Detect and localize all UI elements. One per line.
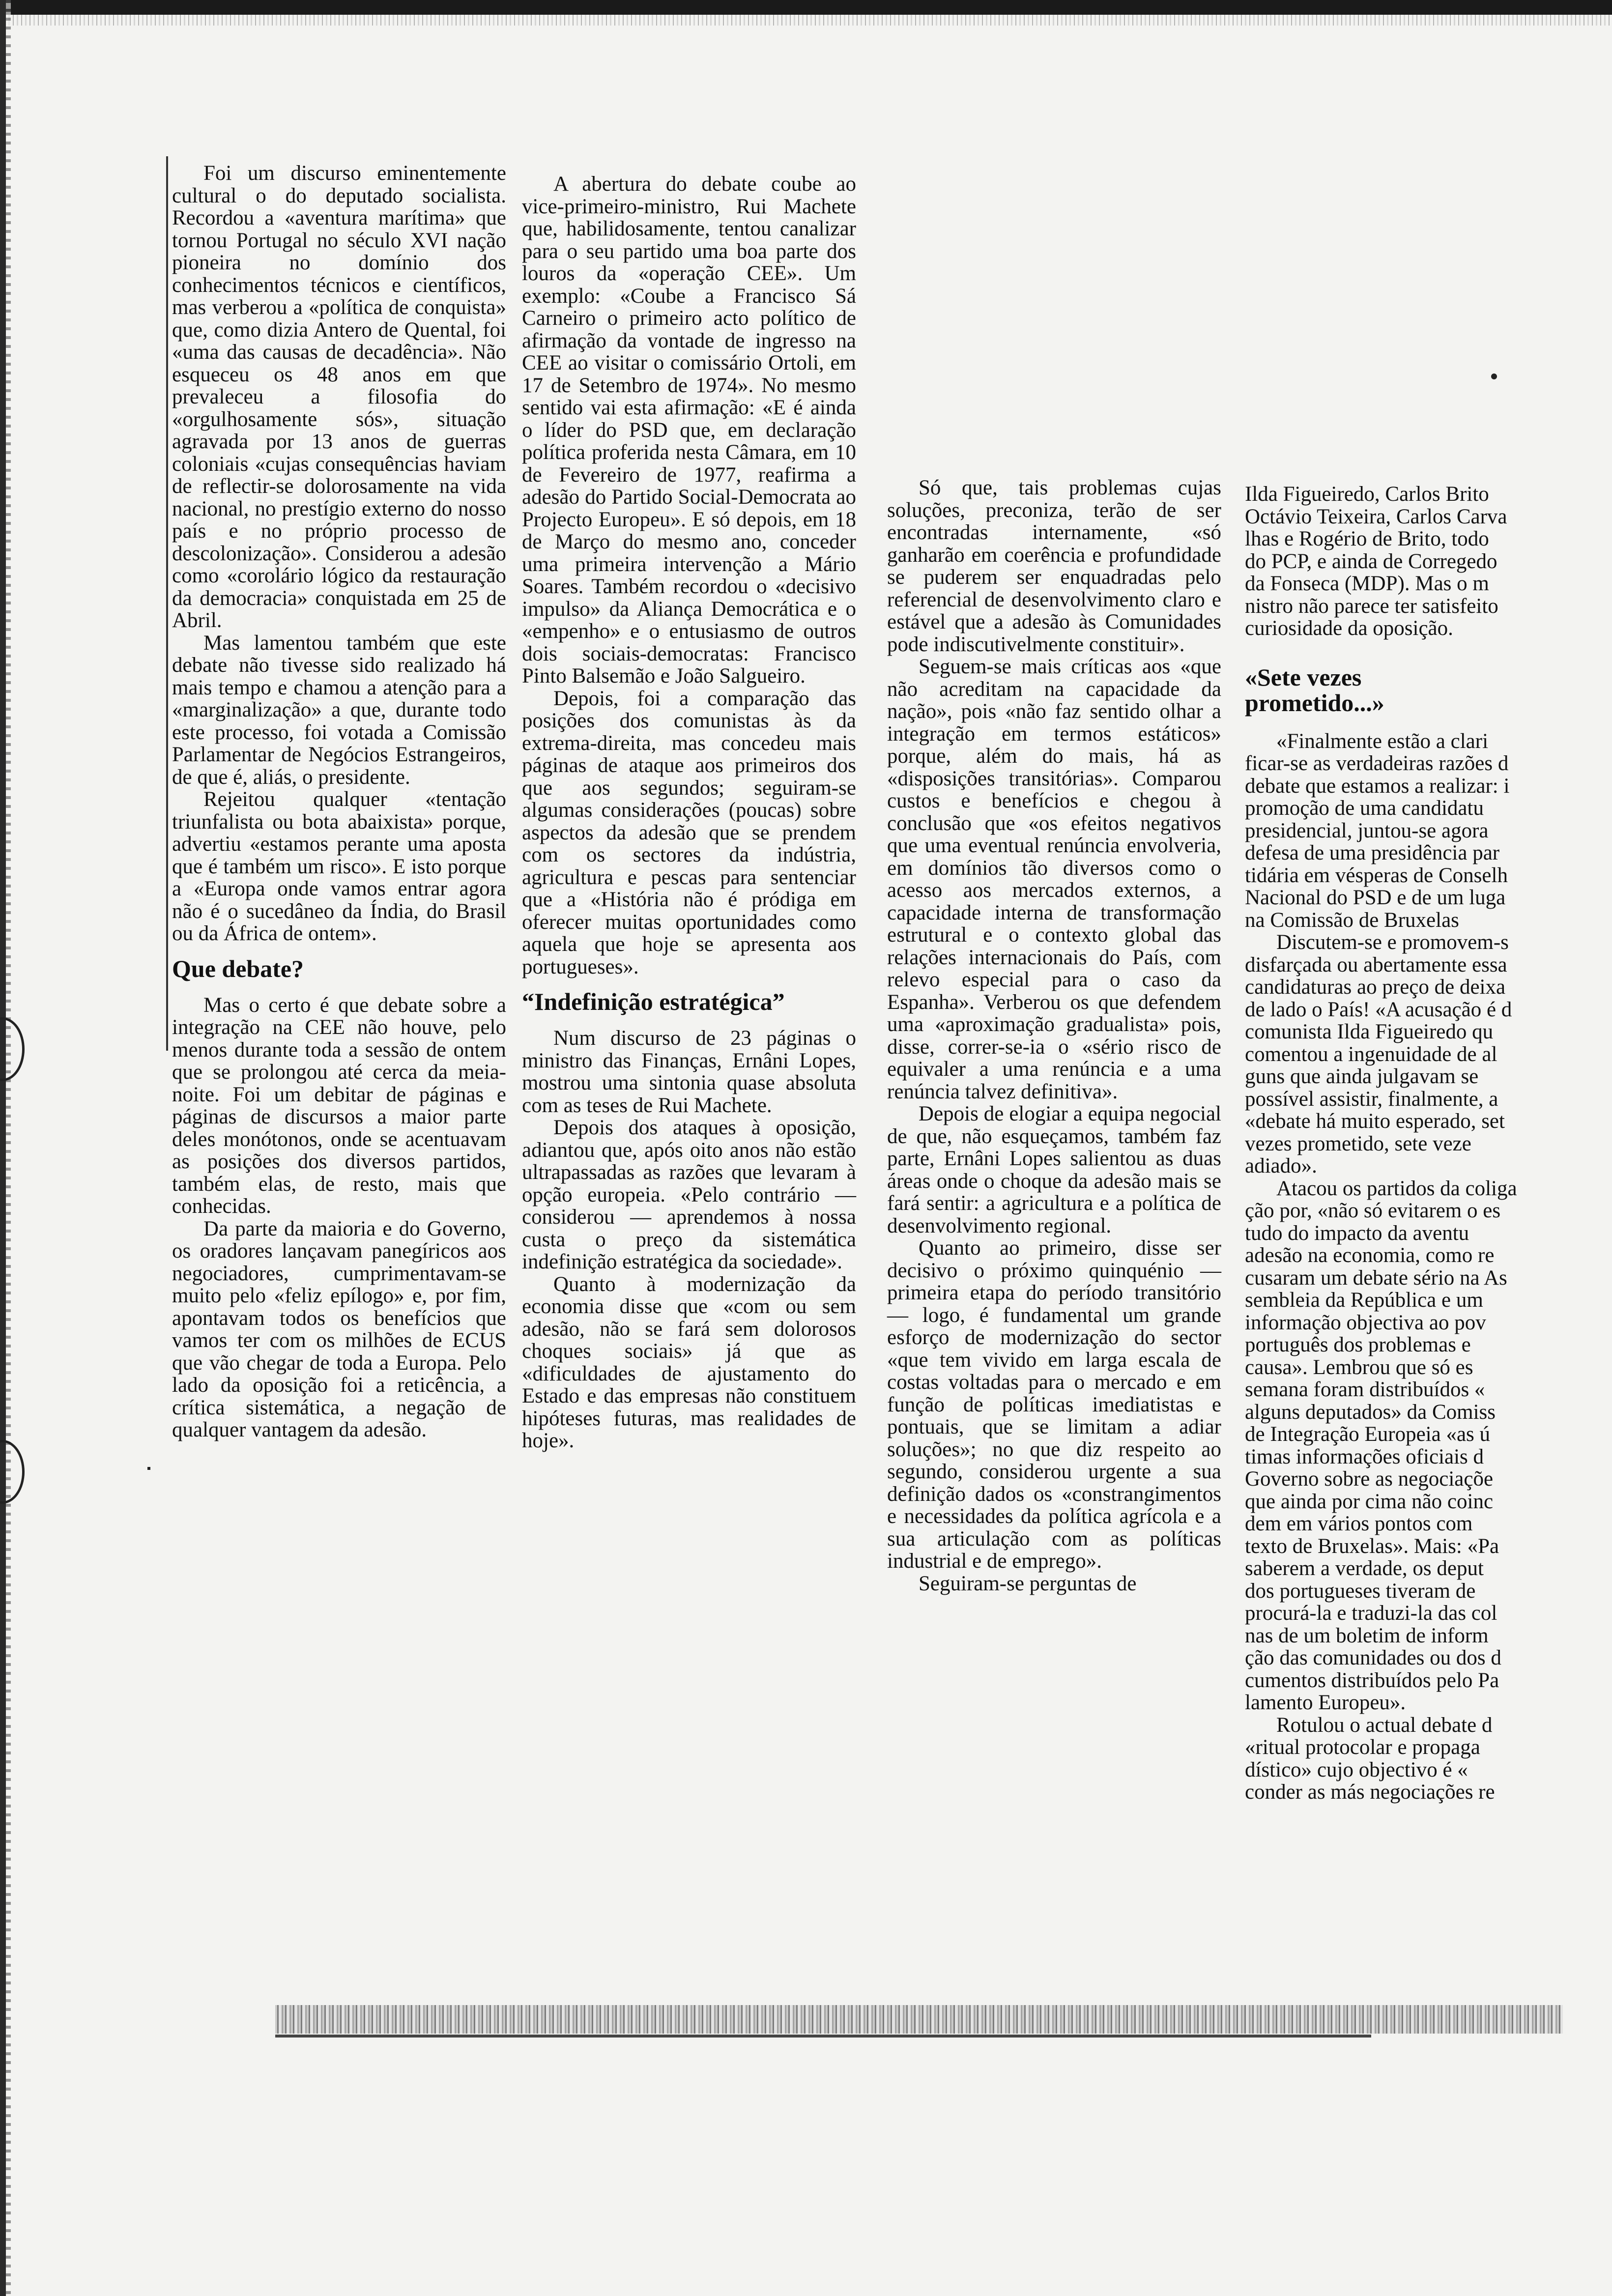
text-line: promoção de uma candidatu [1245, 797, 1484, 820]
text-line: comentou a ingenuidade de al [1245, 1042, 1497, 1066]
section-heading: Que debate? [172, 954, 304, 982]
section-heading: “Indefinição estratégica” [522, 988, 785, 1015]
paragraph: Quanto ao primeiro, disse ser decisivo o próximo quinquénio — primeira etapa do período transitório — logo, é fundamental um grande esforço de modernização do sector «que tem vivido em larga escala de costas voltadas para o mercado e em função de políticas imediatistas e pontuais, que se limitam a adiar soluções»; no que diz respeito ao segundo, considerou urgente a sua definição dados os «constrangimentos e necessidades da política agrícola e a sua articulação com as políticas industrial e de emprego». [887, 1236, 1221, 1573]
text-line: alguns deputados» da Comiss [1245, 1400, 1496, 1424]
paragraph: A abertura do debate coube ao vice-primeiro-ministro, Rui Machete que, habilidosamente, tentou canalizar para o seu partido uma boa parte dos louros da «operação CEE». Um exemplo: «Coube a Francisco Sá Carneiro o primeiro acto político de afirmação da vontade de ingresso na CEE ao visitar o comissário Ortoli, em 17 de Setembro de 1974». No mesmo sentido vai esta afirmação: «E é ainda o líder do PSD que, em declaração política proferida nesta Câmara, em 10 de Fevereiro de 1977, reafirma a adesão do Partido Social-Democrata ao Projecto Europeu». E só depois, em 18 de Março do mesmo ano, conceder uma primeira intervenção a Mário Soares. Também recordou o «decisivo impulso» da Aliança Democrática e o «empenho» e o entusiasmo de outros dois sociais-democratas: Francisco Pinto Balsemão e João Salgueiro. [522, 172, 856, 688]
text-line: lhas e Rogério de Brito, todo [1245, 527, 1489, 550]
text-line: presidencial, juntou-se agora [1245, 819, 1489, 842]
punch-hole-mark [0, 1017, 25, 1081]
paragraph: Quanto à modernização da economia disse que «com ou sem adesão, não se fará sem dolorosos choques sociais» já que as «dificuldades de ajustamento do Estado e das empresas não constituem hipóteses futuras, mas realidades de hoje». [522, 1272, 856, 1452]
article-column-3 [887, 477, 1221, 1595]
text-line: conder as más negociações re [1245, 1780, 1495, 1804]
paragraph: Mas o certo é que debate sobre a integração na CEE não houve, pelo menos durante toda a sessão de ontem que se prolongou até cerca da meia-noite. Foi um debitar de páginas e páginas de discursos a maior parte deles monótonos, onde se acentuavam as posições dos diversos partidos, também elas, de resto, mais que conhecidas. [172, 993, 506, 1218]
text-line: português dos problemas e [1245, 1333, 1471, 1356]
paragraph: Seguem-se mais críticas aos «que não acreditam na capacidade da nação», pois «não faz sentido olhar a integração em termos estáticos» porque, além do mais, há as «disposições transitórias». Comparou custos e benefícios e chegou à conclusão que «os efeitos negativos que uma eventual renúncia envolveria, em domínios tão diversos como o acesso aos mercados externos, a capacidade interna de transformação estrutural e o contexto global das relações internacionais do País, com relevo especial para o caso da Espanha». Verberou os que defendem uma «aproximação gradualista» pois, disse, correr-se-ia o «sério risco de equivaler a uma renúncia e a uma renúncia talvez definitiva». [887, 655, 1221, 1103]
paragraph: Depois de elogiar a equipa negocial de que, não esqueçamos, também faz parte, Ernâni Lopes salientou as duas áreas onde o choque da adesão mais se fará sentir: a agricultura e a política de desenvolvimento regional. [887, 1102, 1221, 1237]
heading-line: prometido...» [1245, 689, 1384, 717]
article-column-4 [1245, 483, 1569, 2007]
text-line: dístico» cujo objectivo é « [1245, 1758, 1468, 1781]
scan-noise-top [0, 15, 1612, 26]
bottom-rule [275, 2035, 1371, 2038]
text-line: nistro não parece ter satisfeito [1245, 594, 1498, 618]
text-line: Atacou os partidos da coliga [1276, 1177, 1517, 1200]
text-line: defesa de uma presidência par [1245, 841, 1500, 864]
scan-noise-left [6, 0, 11, 2296]
text-line: dem em vários pontos com [1245, 1512, 1473, 1535]
article-column-1 [172, 162, 506, 1441]
text-line: sembleia da República e um [1245, 1289, 1483, 1312]
text-line: comunista Ilda Figueiredo qu [1245, 1020, 1494, 1043]
text-line: cumentos distribuídos pelo Pa [1245, 1668, 1499, 1692]
text-line: «ritual protocolar e propaga [1245, 1736, 1480, 1759]
paragraph: Mas lamentou também que este debate não tivesse sido realizado há mais tempo e chamou a atenção para a «marginalização» a que, durante todo este processo, foi votada a Comissão Parlamentar de Negócios Estrangeiros, de que é, aliás, o presidente. [172, 631, 506, 789]
text-line: de lado o País! «A acusação é d [1245, 998, 1512, 1021]
text-line: na Comissão de Bruxelas [1245, 908, 1459, 932]
text-line: do PCP, e ainda de Corregedo [1245, 549, 1497, 573]
text-line: saberem a verdade, os deput [1245, 1557, 1484, 1580]
section-heading [1245, 664, 1569, 716]
ink-speck [1491, 373, 1497, 379]
text-line: timas informações oficiais d [1245, 1445, 1484, 1468]
text-line: ção das comunidades ou dos d [1245, 1646, 1501, 1669]
text-line: procurá-la e traduzi-la das col [1245, 1602, 1497, 1625]
text-line: dos portugueses tiveram de [1245, 1579, 1476, 1603]
paragraph: Depois dos ataques à oposição, adiantou que, após oito anos não estão ultrapassadas as razões que levaram à opção europeia. «Pelo contrário — considerou — aprendemos à nossa custa o preço da sistemática indefinição estratégica da sociedade». [522, 1116, 856, 1273]
text-line: informação objectiva ao pov [1245, 1311, 1486, 1334]
text-line: possível assistir, finalmente, a [1245, 1087, 1498, 1111]
text-line: tidária em vésperas de Conselh [1245, 863, 1508, 887]
column-margin-rule [166, 156, 168, 1051]
text-line: guns que ainda julgavam se [1245, 1065, 1479, 1088]
heading-line: «Sete vezes [1245, 663, 1362, 691]
text-line: Governo sobre as negociaçõe [1245, 1467, 1494, 1491]
text-line: Ilda Figueiredo, Carlos Brito [1245, 483, 1489, 506]
text-line: adesão na economia, como re [1245, 1244, 1495, 1267]
text-line: Nacional do PSD e de um luga [1245, 886, 1506, 909]
punch-hole-mark [0, 1440, 25, 1504]
text-line: texto de Bruxelas». Mais: «Pa [1245, 1534, 1499, 1558]
text-line: ção por, «não só evitarem o es [1245, 1199, 1501, 1222]
paragraph: Da parte da maioria e do Governo, os oradores lançavam panegíricos aos negociadores, cumprimentavam-se muito pelo «feliz epílogo» e, por fim, apontavam todos os benefícios que vamos ter com os milhões de ECUS que vão chegar de toda a Europa. Pelo lado da oposição foi a reticência, a crítica sistemática, a negação de qualquer vantagem da adesão. [172, 1217, 506, 1441]
paragraph: Só que, tais problemas cujas soluções, preconiza, terão de ser encontradas internamente, «só ganharão em coerência e profundidade se puderem ser enquadradas pelo referencial de desenvolvimento claro e estável que a adesão às Comunidades pode indiscutivelmente constituir». [887, 476, 1221, 656]
text-line: de Integração Europeia «as ú [1245, 1423, 1491, 1446]
scan-edge-top [0, 0, 1612, 15]
text-line: causa». Lembrou que só es [1245, 1355, 1473, 1379]
text-line: tudo do impacto da aventu [1245, 1221, 1469, 1245]
text-line: Discutem-se e promovem-s [1276, 931, 1509, 954]
text-line: ficar-se as verdadeiras razões d [1245, 752, 1509, 775]
margin-mark [147, 1467, 150, 1470]
paragraph: Num discurso de 23 páginas o ministro das Finanças, Ernâni Lopes, mostrou uma sintonia quase absoluta com as teses de Rui Machete. [522, 1027, 856, 1117]
scan-noise-strip [275, 2005, 1563, 2034]
text-line: cusaram um debate sério na As [1245, 1266, 1507, 1290]
text-line: curiosidade da oposição. [1245, 617, 1453, 640]
text-line: nas de um boletim de inform [1245, 1624, 1489, 1647]
text-line: que ainda por cima não coinc [1245, 1490, 1494, 1513]
text-line: semana foram distribuídos « [1245, 1378, 1485, 1401]
text-line: Rotulou o actual debate d [1276, 1713, 1493, 1737]
paragraph: Seguiram-se perguntas de [919, 1572, 1137, 1595]
text-line: debate que estamos a realizar: i [1245, 774, 1510, 798]
text-line: Octávio Teixeira, Carlos Carva [1245, 505, 1507, 528]
text-line: vezes prometido, sete veze [1245, 1132, 1471, 1155]
text-line: disfarçada ou abertamente essa [1245, 953, 1507, 976]
text-line: «Finalmente estão a clari [1276, 729, 1489, 753]
paragraph: Rejeitou qualquer «tentação triunfalista ou bota abaixista» porque, advertiu «estamos perante uma aposta que é também um risco». E isto porque a «Europa onde vamos entrar agora não é o sucedâneo da Índia, do Brasil ou da África de ontem». [172, 788, 506, 945]
text-line: candidaturas ao preço de deixa [1245, 976, 1506, 999]
article-column-2 [522, 173, 856, 1452]
text-line: «debate há muito esperado, set [1245, 1110, 1505, 1133]
text-line: adiado». [1245, 1154, 1317, 1177]
text-line: da Fonseca (MDP). Mas o m [1245, 572, 1489, 595]
text-line: lamento Europeu». [1245, 1691, 1406, 1714]
scan-edge-left [0, 0, 6, 2296]
paragraph: Depois, foi a comparação das posições dos comunistas às da extrema-direita, mas concedeu mais páginas de ataque aos primeiros dos que aos segundos; seguiram-se algumas considerações (poucas) sobre aspectos da adesão que se prendem com os sectores da indústria, agricultura e pescas para sentenciar que a «História não é pródiga em oferecer muitas oportunidades como aquela que hoje se apresenta aos portugueses». [522, 687, 856, 978]
paragraph: Foi um discurso eminentemente cultural o do deputado socialista. Recordou a «aventura marítima» que tornou Portugal no século XVI nação pioneira no domínio dos conhecimentos técnicos e científicos, mas verberou a «política de conquista» que, como dizia Antero de Quental, foi «uma das causas de decadência». Não esqueceu os 48 anos em que prevaleceu a filosofia do «orgulhosamente sós», situação agravada por 13 anos de guerras coloniais «cujas consequências haviam de reflectir-se dolorosamente na vida nacional, no prestígio externo do nosso país e no próprio processo de descolonização». Considerou a adesão como «corolário lógico da restauração da democracia» conquistada em 25 de Abril. [172, 162, 506, 632]
